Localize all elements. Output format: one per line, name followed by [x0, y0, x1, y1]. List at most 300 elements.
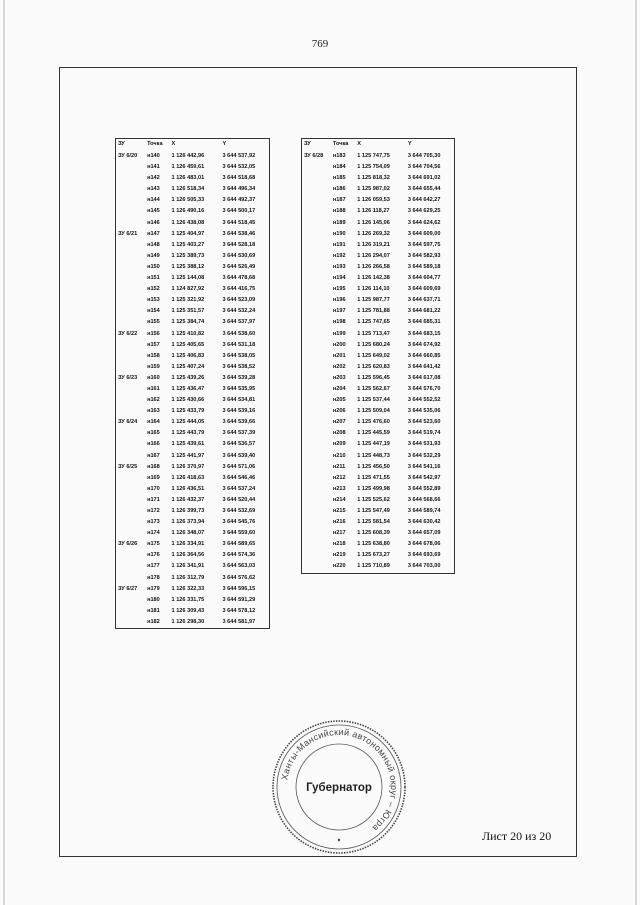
- table-row: [302, 417, 455, 428]
- cell-zu: [116, 240, 146, 251]
- cell-x: 1 126 438,08: [171, 219, 205, 226]
- cell-y: 3 644 576,70: [407, 385, 441, 392]
- cell-x: 1 126 418,63: [171, 474, 205, 481]
- cell-y: 3 644 624,62: [407, 219, 441, 226]
- page-number: 769: [311, 38, 329, 50]
- cell-y: 3 644 523,60: [407, 419, 441, 426]
- cell-y: 3 644 496,34: [222, 186, 256, 193]
- table-row: [116, 218, 270, 229]
- cell-point: н195: [332, 286, 346, 293]
- table-row: [302, 351, 455, 362]
- cell-point: н196: [332, 297, 346, 304]
- cell-zu: [302, 218, 331, 229]
- cell-x: 1 125 441,97: [171, 452, 205, 459]
- cell-point: н187: [332, 197, 346, 204]
- cell-zu: [302, 506, 331, 517]
- cell-y: 3 644 683,15: [407, 330, 441, 337]
- cell-zu: [302, 273, 331, 284]
- table-row: [116, 384, 270, 395]
- table-row: [302, 451, 455, 462]
- cell-x: 1 126 505,33: [171, 197, 205, 204]
- header-x: X: [357, 141, 361, 148]
- cell-zu: [116, 306, 146, 317]
- cell-point: н168: [147, 463, 160, 470]
- cell-y: 3 644 535,06: [407, 408, 441, 415]
- cell-point: н215: [332, 508, 346, 514]
- cell-y: 3 644 597,75: [407, 241, 441, 248]
- cell-x: 1 125 547,49: [357, 508, 390, 514]
- table-row: [302, 506, 455, 517]
- cell-y: 3 644 530,69: [222, 252, 256, 259]
- cell-zu: [116, 340, 146, 351]
- cell-zu: [116, 528, 146, 539]
- cell-zu: [116, 595, 146, 606]
- cell-zu: [302, 439, 331, 450]
- cell-zu: [302, 462, 331, 473]
- cell-y: 3 644 539,66: [222, 419, 256, 426]
- table-row: [302, 151, 455, 162]
- cell-x: 1 125 443,79: [171, 430, 205, 437]
- cell-x: 1 125 456,50: [357, 463, 390, 470]
- cell-y: 3 644 674,92: [407, 341, 441, 348]
- table-row: [302, 273, 455, 284]
- cell-zu: [302, 550, 331, 561]
- cell-point: н155: [147, 319, 160, 326]
- coordinates-table-left: [115, 138, 270, 629]
- cell-y: 3 644 574,36: [222, 552, 256, 559]
- cell-y: 3 644 660,85: [407, 352, 441, 359]
- table-row: [116, 506, 270, 517]
- cell-y: 3 644 589,18: [407, 263, 441, 270]
- cell-zu: [302, 284, 331, 295]
- cell-zu: [116, 617, 146, 629]
- table-row: [302, 184, 455, 195]
- cell-x: 1 126 319,21: [357, 241, 390, 248]
- cell-x: 1 125 144,08: [171, 275, 205, 282]
- cell-zu: [302, 351, 331, 362]
- cell-x: 1 125 747,65: [357, 319, 390, 326]
- seal-ring-textpath: Ханты-Мансийский автономный округ – Югра: [279, 726, 400, 834]
- cell-y: 3 644 559,60: [222, 530, 256, 537]
- cell-y: 3 644 630,42: [407, 519, 441, 526]
- cell-x: 1 125 436,47: [171, 385, 205, 392]
- table-row: [116, 151, 270, 162]
- cell-x: 1 126 341,91: [171, 563, 205, 570]
- cell-x: 1 126 442,96: [171, 153, 205, 159]
- table-row: [302, 240, 455, 251]
- cell-x: 1 126 432,37: [171, 496, 205, 503]
- cell-point: н180: [147, 596, 160, 603]
- table-row: [116, 484, 270, 495]
- cell-point: н220: [332, 563, 346, 570]
- cell-x: 1 125 476,60: [357, 419, 390, 426]
- cell-y: 3 644 538,60: [222, 330, 256, 337]
- cell-zu: [302, 373, 331, 384]
- cell-x: 1 125 638,80: [357, 541, 390, 548]
- cell-y: 3 644 578,12: [222, 607, 256, 614]
- table-row: [302, 295, 455, 306]
- cell-x: 1 126 142,38: [357, 275, 390, 282]
- cell-zu: [302, 395, 331, 406]
- cell-y: 3 644 520,44: [222, 496, 256, 503]
- sheet-number-label: Лист 20 из 20: [482, 829, 552, 843]
- table-row: [302, 218, 455, 229]
- cell-x: 1 126 145,06: [357, 219, 390, 226]
- table-row: [302, 229, 455, 240]
- cell-x: 1 125 439,61: [171, 441, 205, 448]
- cell-point: н176: [147, 552, 160, 559]
- cell-y: 3 644 693,69: [407, 552, 441, 559]
- header-zu: ЗУ: [304, 141, 311, 148]
- table-row: [116, 439, 270, 450]
- cell-point: н142: [147, 175, 160, 182]
- table-row: [116, 240, 270, 251]
- cell-point: н189: [332, 219, 346, 226]
- cell-y: 3 644 546,46: [222, 474, 256, 481]
- cell-point: н217: [332, 530, 346, 537]
- cell-x: 1 125 430,66: [171, 397, 205, 404]
- cell-y: 3 644 589,65: [222, 541, 256, 548]
- cell-point: н162: [147, 397, 160, 404]
- cell-x: 1 125 404,97: [171, 230, 205, 237]
- cell-zu: ЗУ 6/26: [118, 541, 138, 548]
- table-row: [302, 495, 455, 506]
- cell-y: 3 644 526,49: [222, 263, 256, 270]
- cell-point: н216: [332, 519, 346, 526]
- cell-zu: [116, 362, 146, 373]
- table-row: [302, 373, 455, 384]
- cell-x: 1 125 537,44: [357, 397, 390, 404]
- cell-x: 1 126 399,73: [171, 508, 205, 514]
- cell-zu: [116, 406, 146, 417]
- table-row: [302, 173, 455, 184]
- cell-x: 1 125 713,47: [357, 330, 390, 337]
- table-row: [116, 195, 270, 206]
- cell-zu: [116, 262, 146, 273]
- cell-y: 3 644 657,09: [407, 530, 441, 537]
- cell-y: 3 644 589,74: [407, 508, 441, 514]
- cell-point: н198: [332, 319, 346, 326]
- cell-point: н164: [147, 419, 160, 426]
- cell-zu: [116, 473, 146, 484]
- cell-x: 1 125 439,26: [171, 374, 205, 381]
- table-row: [116, 173, 270, 184]
- cell-x: 1 126 518,34: [171, 186, 205, 193]
- cell-y: 3 644 581,97: [222, 618, 256, 625]
- table-row: [116, 295, 270, 306]
- table-row: [116, 473, 270, 484]
- cell-y: 3 644 518,68: [222, 175, 256, 182]
- cell-x: 1 125 987,77: [357, 297, 390, 304]
- cell-x: 1 126 459,61: [171, 164, 205, 171]
- cell-x: 1 126 298,30: [171, 618, 205, 625]
- cell-zu: [302, 517, 331, 528]
- table-row: [116, 162, 270, 173]
- cell-point: н207: [332, 419, 346, 426]
- cell-x: 1 125 405,65: [171, 341, 205, 348]
- table-row: [116, 317, 270, 328]
- cell-point: н205: [332, 397, 346, 404]
- cell-point: н146: [147, 219, 160, 226]
- cell-x: 1 125 608,39: [357, 530, 390, 537]
- cell-x: 1 125 384,74: [171, 319, 205, 326]
- table-row: [302, 561, 455, 573]
- cell-zu: [116, 206, 146, 217]
- cell-y: 3 644 552,52: [407, 397, 441, 404]
- cell-point: н173: [147, 519, 160, 526]
- cell-y: 3 644 500,17: [222, 208, 256, 215]
- table-row: [116, 617, 270, 629]
- cell-zu: [302, 528, 331, 539]
- cell-y: 3 644 534,81: [222, 397, 256, 404]
- table-row: [116, 528, 270, 539]
- cell-y: 3 644 539,16: [222, 408, 256, 415]
- cell-y: 3 644 532,24: [222, 308, 256, 315]
- cell-zu: [116, 295, 146, 306]
- coordinates-table-right: [301, 138, 455, 574]
- cell-point: н152: [147, 286, 160, 293]
- cell-zu: [116, 517, 146, 528]
- cell-zu: [116, 550, 146, 561]
- cell-point: н219: [332, 552, 346, 559]
- table-row: [302, 528, 455, 539]
- table-row: [116, 517, 270, 528]
- cell-point: н193: [332, 263, 346, 270]
- cell-zu: [116, 495, 146, 506]
- cell-zu: [302, 473, 331, 484]
- cell-y: 3 644 609,69: [407, 286, 441, 293]
- cell-x: 1 125 388,12: [171, 263, 205, 270]
- cell-x: 1 125 389,73: [171, 252, 205, 259]
- cell-point: н156: [147, 330, 160, 337]
- cell-zu: ЗУ 6/23: [118, 374, 138, 381]
- table-row: [302, 362, 455, 373]
- cell-zu: [116, 184, 146, 195]
- cell-x: 1 125 649,02: [357, 352, 390, 359]
- table-row: [302, 539, 455, 550]
- cell-point: н151: [147, 275, 160, 282]
- cell-y: 3 644 531,18: [222, 341, 256, 348]
- cell-x: 1 126 118,27: [357, 208, 390, 215]
- table-row: [116, 428, 270, 439]
- cell-zu: [302, 206, 331, 217]
- cell-y: 3 644 537,97: [222, 319, 256, 326]
- cell-y: 3 644 629,25: [407, 208, 441, 215]
- cell-zu: [302, 229, 331, 240]
- cell-point: н149: [147, 252, 160, 259]
- cell-zu: ЗУ 6/27: [118, 585, 138, 592]
- cell-zu: [302, 340, 331, 351]
- cell-point: н175: [147, 541, 160, 548]
- cell-point: н144: [147, 197, 160, 204]
- cell-point: н197: [332, 308, 346, 315]
- cell-x: 1 126 312,79: [171, 574, 205, 581]
- table-row: [302, 284, 455, 295]
- table-row: [116, 251, 270, 262]
- cell-zu: [302, 484, 331, 495]
- cell-zu: [302, 428, 331, 439]
- cell-y: 3 644 416,75: [222, 286, 256, 293]
- cell-y: 3 644 642,27: [407, 197, 441, 204]
- table-row: [116, 284, 270, 295]
- cell-x: 1 126 348,07: [171, 530, 205, 537]
- cell-zu: [116, 561, 146, 572]
- cell-y: 3 644 538,52: [222, 363, 256, 370]
- cell-point: н160: [147, 374, 160, 381]
- cell-zu: [302, 561, 331, 573]
- cell-x: 1 125 403,27: [171, 241, 205, 248]
- cell-y: 3 644 641,42: [407, 363, 441, 370]
- cell-y: 3 644 528,18: [222, 241, 256, 248]
- table-row: [302, 262, 455, 273]
- cell-point: н159: [147, 363, 160, 370]
- cell-x: 1 125 987,02: [357, 186, 390, 193]
- cell-zu: [302, 240, 331, 251]
- cell-y: 3 644 523,09: [222, 297, 256, 304]
- table-row: [116, 373, 270, 384]
- cell-zu: [116, 317, 146, 328]
- cell-x: 1 125 444,05: [171, 419, 205, 426]
- cell-zu: [116, 351, 146, 362]
- cell-y: 3 644 536,57: [222, 441, 256, 448]
- cell-point: н147: [147, 230, 160, 237]
- cell-y: 3 644 609,00: [407, 230, 441, 237]
- cell-y: 3 644 532,69: [222, 508, 256, 514]
- cell-zu: [302, 184, 331, 195]
- cell-x: 1 125 710,89: [357, 563, 390, 570]
- table-row: [302, 384, 455, 395]
- cell-y: 3 644 678,06: [407, 541, 441, 548]
- cell-x: 1 125 351,57: [171, 308, 205, 315]
- cell-x: 1 125 562,67: [357, 385, 390, 392]
- cell-point: н208: [332, 430, 346, 437]
- cell-x: 1 125 407,24: [171, 363, 205, 370]
- table-row: [116, 395, 270, 406]
- cell-x: 1 126 370,97: [171, 463, 205, 470]
- table-row: [302, 484, 455, 495]
- cell-point: н171: [147, 496, 160, 503]
- cell-zu: [116, 384, 146, 395]
- cell-zu: [116, 395, 146, 406]
- cell-zu: [302, 306, 331, 317]
- cell-point: н167: [147, 452, 160, 459]
- cell-zu: ЗУ 6/24: [118, 419, 138, 426]
- cell-x: 1 125 754,09: [357, 164, 390, 171]
- cell-y: 3 644 531,93: [407, 441, 441, 448]
- cell-y: 3 644 685,31: [407, 319, 441, 326]
- table-row: [116, 306, 270, 317]
- cell-y: 3 644 538,46: [222, 230, 256, 237]
- cell-x: 1 126 322,33: [171, 585, 205, 592]
- cell-point: н154: [147, 308, 160, 315]
- table-row: [302, 162, 455, 173]
- table-row: [302, 329, 455, 340]
- table-row: [302, 251, 455, 262]
- cell-x: 1 125 581,54: [357, 519, 390, 526]
- table-header-row: [302, 139, 455, 152]
- cell-x: 1 125 410,82: [171, 330, 205, 337]
- cell-x: 1 125 781,88: [357, 308, 390, 315]
- cell-y: 3 644 478,68: [222, 275, 256, 282]
- cell-point: н206: [332, 408, 346, 415]
- cell-point: н204: [332, 385, 346, 392]
- cell-y: 3 644 537,39: [222, 430, 256, 437]
- cell-point: н183: [332, 153, 346, 159]
- table-row: [302, 195, 455, 206]
- cell-y: 3 644 637,71: [407, 297, 441, 304]
- seal-center-text: Губернатор: [306, 782, 372, 794]
- cell-zu: [116, 506, 146, 517]
- table-row: [116, 340, 270, 351]
- cell-x: 1 126 309,43: [171, 607, 205, 614]
- table-row: [302, 462, 455, 473]
- table-row: [116, 362, 270, 373]
- cell-zu: [302, 329, 331, 340]
- cell-point: н182: [147, 618, 160, 625]
- table-row: [116, 550, 270, 561]
- cell-point: н218: [332, 541, 346, 548]
- cell-zu: [302, 262, 331, 273]
- cell-point: н157: [147, 341, 160, 348]
- cell-x: 1 126 334,91: [171, 541, 205, 548]
- table-row: [116, 206, 270, 217]
- cell-y: 3 644 617,08: [407, 374, 441, 381]
- cell-x: 1 125 447,19: [357, 441, 390, 448]
- cell-point: н181: [147, 607, 160, 614]
- header-y: Y: [222, 141, 227, 148]
- cell-x: 1 125 596,45: [357, 374, 390, 381]
- cell-point: н161: [147, 385, 160, 392]
- cell-y: 3 644 563,03: [222, 563, 256, 570]
- cell-zu: [302, 162, 331, 173]
- table-row: [302, 439, 455, 450]
- table-row: [116, 329, 270, 340]
- cell-x: 1 125 747,75: [357, 153, 390, 159]
- cell-x: 1 126 266,58: [357, 263, 390, 270]
- table-row: [116, 584, 270, 595]
- cell-point: н172: [147, 508, 160, 514]
- cell-x: 1 125 406,83: [171, 352, 205, 359]
- cell-y: 3 644 571,06: [222, 463, 256, 470]
- cell-point: н200: [332, 341, 346, 348]
- table-row: [116, 351, 270, 362]
- table-row: [116, 417, 270, 428]
- cell-point: н177: [147, 563, 160, 570]
- cell-zu: [116, 484, 146, 495]
- scan-edge-right: [635, 0, 637, 905]
- cell-y: 3 644 518,45: [222, 219, 256, 226]
- cell-y: 3 644 604,77: [407, 275, 441, 282]
- table-row: [116, 561, 270, 572]
- cell-x: 1 126 294,07: [357, 252, 390, 259]
- cell-point: н209: [332, 441, 346, 448]
- cell-zu: ЗУ 6/28: [304, 153, 324, 159]
- header-point: Точка: [332, 141, 349, 148]
- cell-zu: [116, 173, 146, 184]
- cell-zu: [116, 573, 146, 584]
- cell-y: 3 644 545,76: [222, 519, 256, 526]
- cell-y: 3 644 681,22: [407, 308, 441, 315]
- cell-x: 1 126 483,01: [171, 175, 205, 182]
- cell-y: 3 644 519,74: [407, 430, 441, 437]
- table-row: [116, 262, 270, 273]
- cell-point: н212: [332, 474, 346, 481]
- cell-point: н179: [147, 585, 160, 592]
- cell-point: н185: [332, 175, 346, 182]
- seal-dot: [338, 839, 340, 841]
- cell-point: н145: [147, 208, 160, 215]
- table-row: [302, 306, 455, 317]
